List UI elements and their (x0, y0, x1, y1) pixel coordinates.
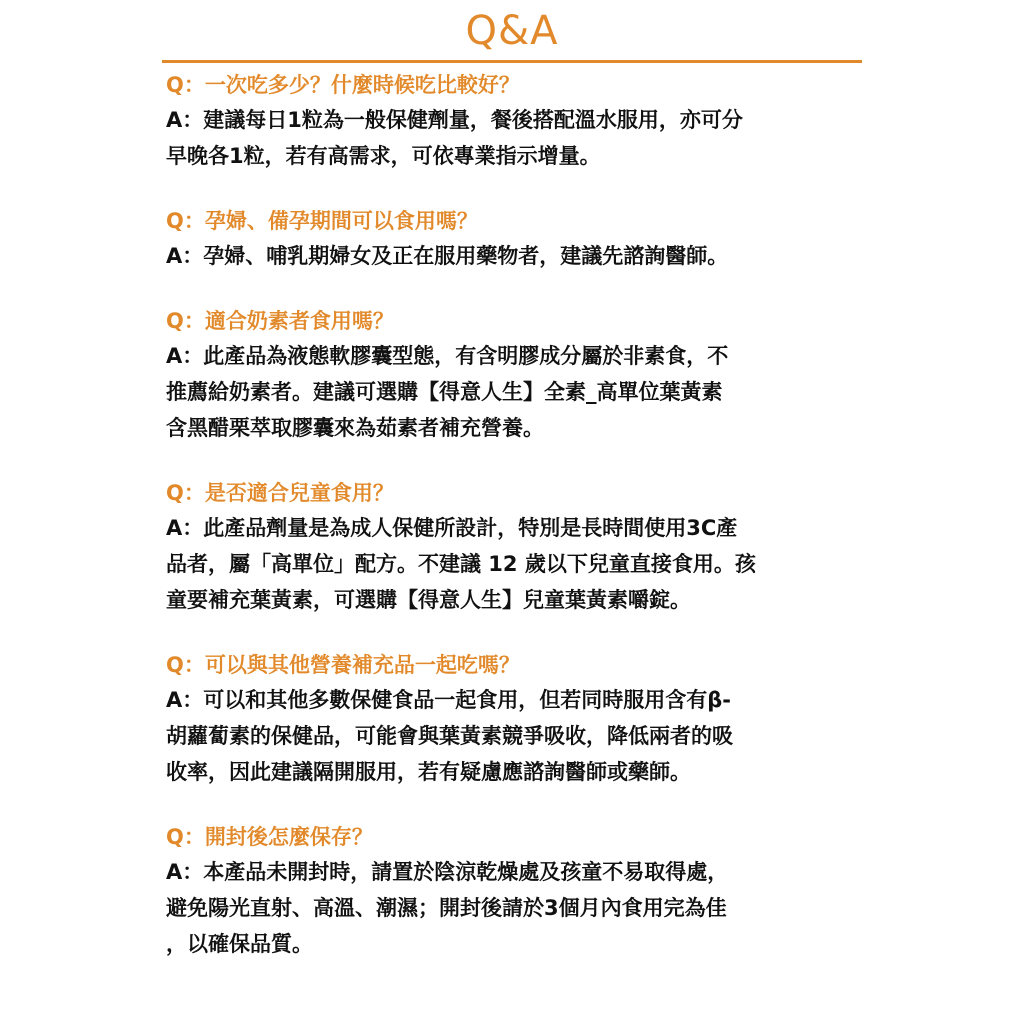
faq-question: Q：孕婦、備孕期間可以食用嗎？ (166, 209, 478, 233)
faq-item-vegetarian (166, 304, 866, 446)
faq-question: Q：可以與其他營養補充品一起吃嗎？ (166, 653, 520, 677)
faq-answer: A：此產品劑量是為成人保健所設計，特別是長時間使用3C產 品者，屬「高單位」配方。不建議 12 歲以下兒童直接食用。孩 童要補充葉黃素，可選購【得意人生】兒童葉黃素嚼錠。 (166, 516, 756, 612)
faq-answer: A：可以和其他多數保健食品一起食用，但若同時服用含有β- 胡蘿蔔素的保健品，可能會與葉黃素競爭吸收，降低兩者的吸 收率，因此建議隔開服用，若有疑慮應諮詢醫師或藥師。 (166, 688, 733, 784)
page-title: Q&A (465, 8, 559, 54)
faq-answer: A：孕婦、哺乳期婦女及正在服用藥物者，建議先諮詢醫師。 (166, 244, 729, 268)
faq-item-children (166, 476, 866, 618)
faq-question: Q：適合奶素者食用嗎？ (166, 309, 394, 333)
faq-item-dosage (166, 68, 866, 174)
faq-item-pregnancy (166, 204, 866, 274)
faq-answer: A：建議每日1粒為一般保健劑量，餐後搭配溫水服用，亦可分 早晚各1粒，若有高需求，可依專業指示增量。 (166, 108, 743, 168)
faq-list (166, 68, 866, 992)
faq-question: Q：是否適合兒童食用？ (166, 481, 394, 505)
faq-answer: A：此產品為液態軟膠囊型態，有含明膠成分屬於非素食，不 推薦給奶素者。建議可選購【得意人生】全素_高單位葉黃素 含黑醋栗萃取膠囊來為茹素者補充營養。 (166, 344, 729, 440)
faq-item-storage (166, 820, 866, 962)
title-divider (162, 60, 862, 63)
faq-item-supplements (166, 648, 866, 790)
faq-question: Q：開封後怎麼保存？ (166, 825, 373, 849)
faq-question: Q：一次吃多少？什麼時候吃比較好？ (166, 73, 520, 97)
faq-answer: A：本產品未開封時，請置於陰涼乾燥處及孩童不易取得處， 避免陽光直射、高溫、潮濕；開封後請於3個月內食用完為佳 ，以確保品質。 (166, 860, 729, 956)
